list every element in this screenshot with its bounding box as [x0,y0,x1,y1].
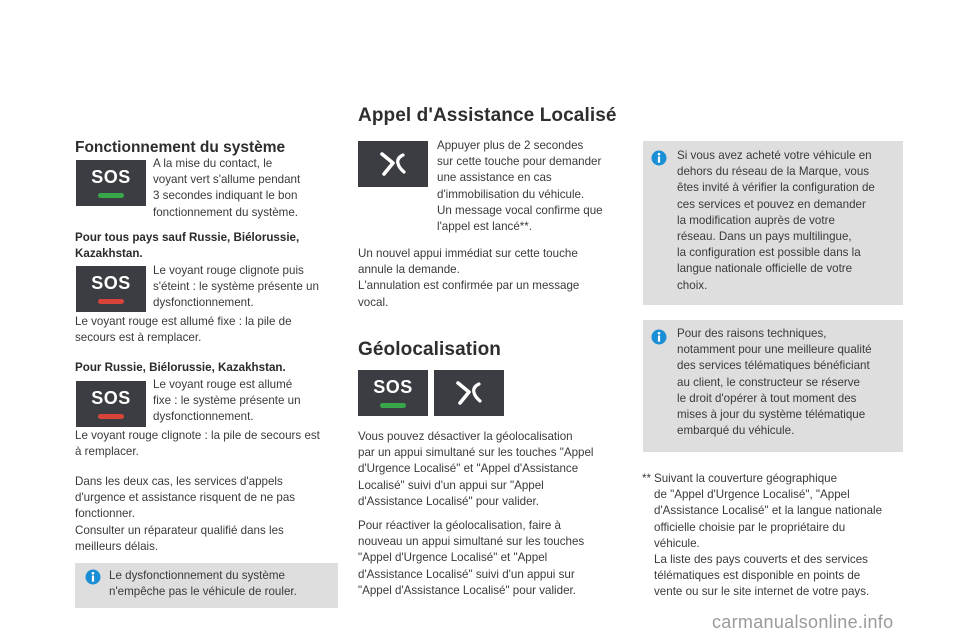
ds-logo-icon [434,370,504,416]
paragraph-reactivate-geo: Pour réactiver la géolocalisation, faire à nouveau un appui simultané sur les touches "Appel d'Urgence Localisé" et "Appel d'Assistance Localisé" suivi d'un appui sur "Appel d'Assistance Localisé" pour valider. [358,519,585,597]
info-box-right-2 [643,320,903,452]
info-box-left [75,563,338,608]
info-icon [85,569,101,585]
watermark: carmanualsonline.info [712,612,894,632]
sos-label: SOS [373,377,413,397]
paragraph-green-led: A la mise du contact, le voyant vert s'allume pendant 3 secondes indiquant le bon fonctionnement du système. [153,157,301,219]
sos-button-green [76,160,146,206]
sos-label: SOS [91,167,131,187]
footnote-text: Suivant la couverture géographique de "Appel d'Urgence Localisé", "Appel d'Assistance Localisé" et la langue nationale officielle choisie par le propriétaire du véhicule. La liste des pays couverts et des services télématiques est disponible en points de vente ou sur le site internet de votre pays. [654,472,883,599]
info-text-updates: Pour des raisons techniques, notamment pour une meilleure qualité des services télématiques bénéficiant au client, le constructeur se réserve le droit d'opérer à tout moment des mises à jour du système télématique embarqué du véhicule. [677,327,872,438]
info-icon [651,150,667,166]
red-led-icon [98,299,124,304]
sos-label: SOS [91,388,131,408]
sos-button-red-1 [76,266,146,312]
paragraph-cancel: Un nouvel appui immédiat sur cette touche annule la demande. L'annulation est confirmée par un message vocal. [358,247,580,309]
section-title-fonctionnement: Fonctionnement du système [75,139,286,156]
ds-logo-icon [358,141,428,187]
section-title-appel-assistance: Appel d'Assistance Localisé [358,105,617,126]
info-box-right-1 [643,141,903,305]
paragraph-red-blink: Le voyant rouge clignote puis s'éteint : le système présente un dysfonctionnement. [153,264,319,310]
info-icon [651,329,667,345]
red-led-icon [98,414,124,419]
paragraph-red-fixed-fault: Le voyant rouge est allumé fixe : le système présente un dysfonctionnement. [153,378,301,424]
sos-button-red-2 [76,381,146,427]
paragraph-press-2-seconds: Appuyer plus de 2 secondes sur cette touche pour demander une assistance en cas d'immobilisation du véhicule. Un message vocal confirme que l'appel est lancé**. [437,139,603,234]
subheading-all-countries: Pour tous pays sauf Russie, Biélorussie, Kazakhstan. [75,231,300,261]
sos-button-geo [358,370,428,416]
paragraph-red-blink-battery: Le voyant rouge clignote : la pile de secours est à remplacer. [75,429,320,459]
paragraph-red-fixed-battery: Le voyant rouge est allumé fixe : la pile de secours est à remplacer. [75,315,292,345]
info-text-configuration: Si vous avez acheté votre véhicule en dehors du réseau de la Marque, vous êtes invité à vérifier la configuration de ces services et pouvez en demander la modification auprès de votre réseau. Dans un pays multilingue, la configuration est possible dans la langue nationale officielle de votre choix. [677,149,875,292]
assistance-button [358,141,428,187]
info-text-left: Le dysfonctionnement du système n'empêche pas le véhicule de rouler. [109,569,297,599]
footnote-mark: ** [642,472,652,485]
green-led-icon [380,403,406,408]
green-led-icon [98,193,124,198]
assistance-button-geo [434,370,504,416]
paragraph-disable-geo: Vous pouvez désactiver la géolocalisation par un appui simultané sur les touches "Appel d'Urgence Localisé" et "Appel d'Assistance Localisé" suivi d'un appui sur "Appel d'Assistance Localisé" pour valider. [358,430,594,508]
paragraph-both-cases: Dans les deux cas, les services d'appels d'urgence et assistance risquent de ne pas fonctionner. Consulter un réparateur qualifié dans les meilleurs délais. [75,475,296,553]
sos-label: SOS [91,273,131,293]
section-title-geolocalisation: Géolocalisation [358,339,501,360]
subheading-russia: Pour Russie, Biélorussie, Kazakhstan. [75,361,286,374]
